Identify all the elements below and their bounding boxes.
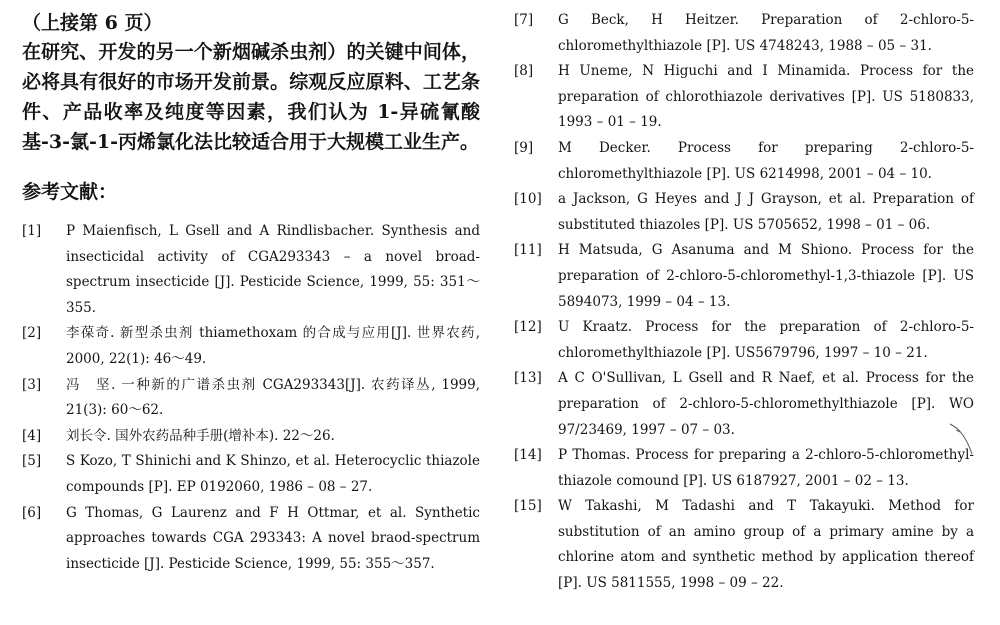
left-column (22, 10, 480, 577)
reference-text: 李葆奇. 新型杀虫剂 thiamethoxam 的合成与应用[J]. 世界农药, 2000, 22(1): 46～49. (66, 325, 480, 367)
reference-text: 冯 坚. 一种新的广谱杀虫剂 CGA293343[J]. 农药译丛, 1999, 21(3): 60～62. (66, 376, 480, 419)
reference-number: [1] (22, 223, 42, 239)
reference-text: H Uneme, N Higuchi and I Minamida. Process for the preparation of chlorothiazole derivatives [P]. US 5180833, 1993 – 01 – 19. (558, 63, 974, 131)
right-column (514, 8, 974, 597)
reference-text: a Jackson, G Heyes and J J Grayson, et al. Preparation of substituted thiazoles [P]. US 5705652, 1998 – 01 – 06. (558, 191, 974, 233)
reference-number: [5] (22, 453, 42, 470)
reference-list-left (22, 219, 480, 577)
reference-item (514, 187, 974, 238)
reference-number: [9] (514, 139, 534, 156)
reference-item (514, 494, 974, 596)
reference-item (22, 449, 480, 500)
reference-list-right (514, 8, 974, 597)
reference-number: [2] (22, 325, 42, 342)
reference-item (514, 8, 974, 59)
reference-number: [8] (514, 63, 534, 80)
reference-item (514, 366, 974, 443)
reference-item (514, 136, 974, 187)
reference-number: [14] (514, 447, 542, 464)
reference-item (22, 424, 480, 450)
reference-item (22, 321, 480, 372)
reference-item (514, 315, 974, 366)
continued-note: （上接第 6 页） (22, 12, 163, 34)
reference-item (514, 238, 974, 315)
reference-number: [12] (514, 319, 542, 336)
reference-item (514, 443, 974, 494)
reference-number: [6] (22, 504, 42, 521)
reference-text: S Kozo, T Shinichi and K Shinzo, et al. Heterocyclic thiazole compounds [P]. EP 0192060, 1986 – 08 – 27. (66, 453, 480, 495)
reference-text: 刘长令. 国外农药品种手册(增补本). 22～26. (66, 427, 335, 444)
reference-number: [13] (514, 370, 542, 387)
reference-number: [10] (514, 191, 542, 208)
reference-number: [3] (22, 376, 42, 393)
body-paragraph: 在研究、开发的另一个新烟碱杀虫剂）的关键中间体，必将具有很好的市场开发前景。综观反应原料、工艺条件、产品收率及纯度等因素，我们认为 1-异硫氰酸基-3-氯-1-丙烯氯化法比较适合用于大规模工业生产。 (22, 41, 480, 153)
reference-number: [11] (514, 242, 542, 259)
reference-number: [15] (514, 498, 542, 515)
reference-text: G Beck, H Heitzer. Preparation of 2-chloro-5-chloromethylthiazole [P]. US 4748243, 1988 – 05 – 31. (558, 12, 974, 54)
reference-number: [7] (514, 12, 534, 28)
reference-text: H Matsuda, G Asanuma and M Shiono. Process for the preparation of 2-chloro-5-chloromethyl-1,3-thiazole [P]. US 5894073, 1999 – 04 – 13. (558, 242, 974, 310)
reference-text: G Thomas, G Laurenz and F H Ottmar, et al. Synthetic approaches towards CGA 293343: A novel braod-spectrum insecticide [J]. Pesticide Science, 1999, 55: 355～357. (66, 504, 480, 572)
reference-item (22, 501, 480, 578)
reference-text: A C O'Sullivan, L Gsell and R Naef, et al. Process for the preparation of 2-chloro-5-chloromethylthiazole [P]. WO 97/23469, 1997 – 07 – 03. (558, 370, 974, 438)
references-heading: 参考文献： (22, 181, 118, 203)
reference-item (22, 373, 480, 424)
reference-item (22, 219, 480, 321)
reference-item (514, 59, 974, 136)
reference-text: U Kraatz. Process for the preparation of 2-chloro-5-chloromethylthiazole [P]. US5679796, 1997 – 10 – 21. (558, 319, 974, 361)
reference-text: W Takashi, M Tadashi and T Takayuki. Method for substitution of an amino group of a primary amine by a chlorine atom and synthetic method by application thereof [P]. US 5811555, 1998 – 09 – 22. (558, 498, 974, 592)
reference-number: [4] (22, 427, 42, 444)
reference-text: P Maienfisch, L Gsell and A Rindlisbacher. Synthesis and insecticidal activity of CGA293343 – a novel broad-spectrum insecticide [J]. Pesticide Science, 1999, 55: 351～355. (66, 223, 480, 316)
reference-text: M Decker. Process for preparing 2-chloro-5-chloromethylthiazole [P]. US 6214998, 2001 – 04 – 10. (558, 139, 974, 182)
reference-text: P Thomas. Process for preparing a 2-chloro-5-chloromethyl-thiazole comound [P]. US 6187927, 2001 – 02 – 13. (558, 447, 974, 489)
handwritten-mark-icon (948, 420, 978, 458)
